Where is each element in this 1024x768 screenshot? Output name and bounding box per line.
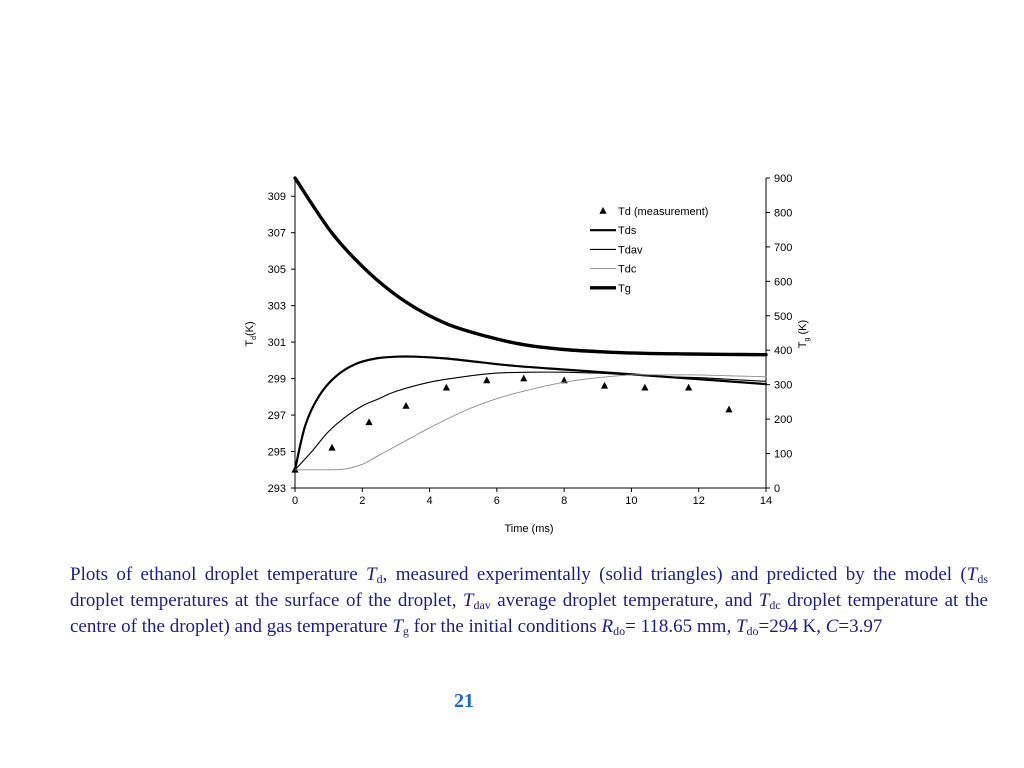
series-td-measurement-point (402, 402, 409, 409)
caption-symbol-rdo: R (601, 616, 614, 637)
caption-text-4: average droplet temperature, and (490, 590, 759, 611)
caption-text-2: , measured experimentally (solid triangles) and predicted by the model ( (382, 564, 967, 585)
legend-tdav-label: Tdav (618, 244, 643, 257)
chart-ticks (268, 173, 793, 507)
y-left-tick-label: 305 (267, 264, 286, 277)
caption-symbol-tdav: T (462, 590, 474, 611)
y-right-tick-label: 800 (774, 207, 793, 220)
caption-text-9: =294 K, (758, 616, 826, 637)
y-left-tick-label: 293 (267, 483, 286, 495)
caption-sub-tdo: do (746, 624, 759, 638)
y-left-tick-label: 301 (267, 337, 286, 350)
y-left-tick-label: 299 (267, 373, 286, 386)
y-left-tick-label: 309 (267, 191, 286, 204)
series-td-measurement-point (641, 384, 648, 391)
x-tick-label: 2 (359, 495, 366, 507)
caption-text-3: droplet temperatures at the surface of the droplet, (70, 590, 463, 611)
chart-series (291, 178, 766, 473)
x-tick-label: 0 (291, 495, 299, 507)
page-number: 21 (454, 690, 474, 712)
series-td-measurement-point (443, 384, 450, 391)
series-td-measurement-point (483, 376, 490, 383)
series-tdc-line (295, 375, 766, 470)
chart-axes (295, 178, 766, 488)
legend-tg-label: Tg (618, 282, 631, 295)
series-td-measurement-point (328, 444, 335, 451)
caption-sub-rdo: do (613, 624, 626, 638)
x-tick-label: 12 (692, 495, 705, 507)
y-right-tick-label: 400 (774, 345, 793, 358)
series-td-measurement-point (365, 418, 372, 425)
caption-text-6: for the initial conditions (408, 616, 602, 637)
y-right-tick-label: 700 (774, 241, 793, 254)
legend-td-measurement-label: Td (measurement) (618, 206, 709, 218)
caption-sub-td: d (376, 572, 383, 586)
x-tick-label: 8 (561, 495, 568, 507)
x-axis-label: Time (ms) (504, 523, 554, 535)
caption-sub-tdc: dc (769, 598, 781, 612)
caption-symbol-tds: T (966, 564, 978, 585)
legend-td-measurement-marker (599, 207, 606, 214)
y-left-tick-label: 307 (267, 227, 286, 240)
y-right-tick-label: 0 (774, 483, 781, 495)
caption-symbol-tg: T (392, 616, 403, 637)
y-axis-left-label: $T_d(K)$ (244, 321, 258, 347)
series-td-measurement-point (685, 384, 692, 391)
caption-text-5: droplet temperature at the centre of the droplet) and gas temperature (70, 590, 988, 637)
x-tick-label: 4 (426, 495, 433, 507)
caption-sub-tdav: dav (473, 598, 491, 612)
series-td-measurement-point (520, 375, 527, 382)
x-tick-label: 14 (759, 495, 773, 507)
caption-text-7: = 118.65 mm (625, 616, 727, 637)
series-td-measurement-point (601, 382, 608, 389)
caption-sub-tg: g (402, 624, 409, 638)
series-tds-line (295, 356, 766, 469)
y-left-tick-label: 297 (267, 410, 286, 423)
legend-tds-label: Tds (618, 225, 637, 238)
y-right-tick-label: 100 (774, 448, 793, 461)
caption-symbol-tdo: T (735, 616, 747, 637)
caption-symbol-c: C (825, 616, 839, 637)
caption-comma: , (726, 616, 732, 637)
legend-tdc-label: Tdc (618, 263, 637, 276)
caption-symbol-td: T (366, 564, 377, 585)
series-td-measurement-point (725, 406, 732, 413)
y-right-tick-label: 300 (774, 379, 793, 392)
y-right-tick-label: 600 (774, 276, 793, 289)
x-tick-label: 6 (493, 495, 500, 507)
caption-sub-tds: ds (977, 572, 989, 586)
figure-caption (70, 562, 988, 640)
y-left-tick-label: 295 (267, 446, 286, 459)
caption-symbol-tdc: T (758, 590, 770, 611)
y-right-tick-label: 200 (774, 414, 793, 427)
y-axis-right-label: $T_g$ (K) (797, 319, 811, 349)
x-tick-label: 10 (625, 495, 638, 507)
series-tg-line (295, 178, 766, 355)
y-right-tick-label: 900 (774, 173, 793, 185)
series-tdav-line (295, 372, 766, 470)
y-right-tick-label: 500 (774, 310, 793, 323)
caption-text-1: Plots of ethanol droplet temperature (70, 564, 367, 585)
caption-text-10: =3.97 (838, 616, 883, 637)
chart-legend (590, 206, 708, 295)
y-left-tick-label: 303 (267, 300, 286, 313)
